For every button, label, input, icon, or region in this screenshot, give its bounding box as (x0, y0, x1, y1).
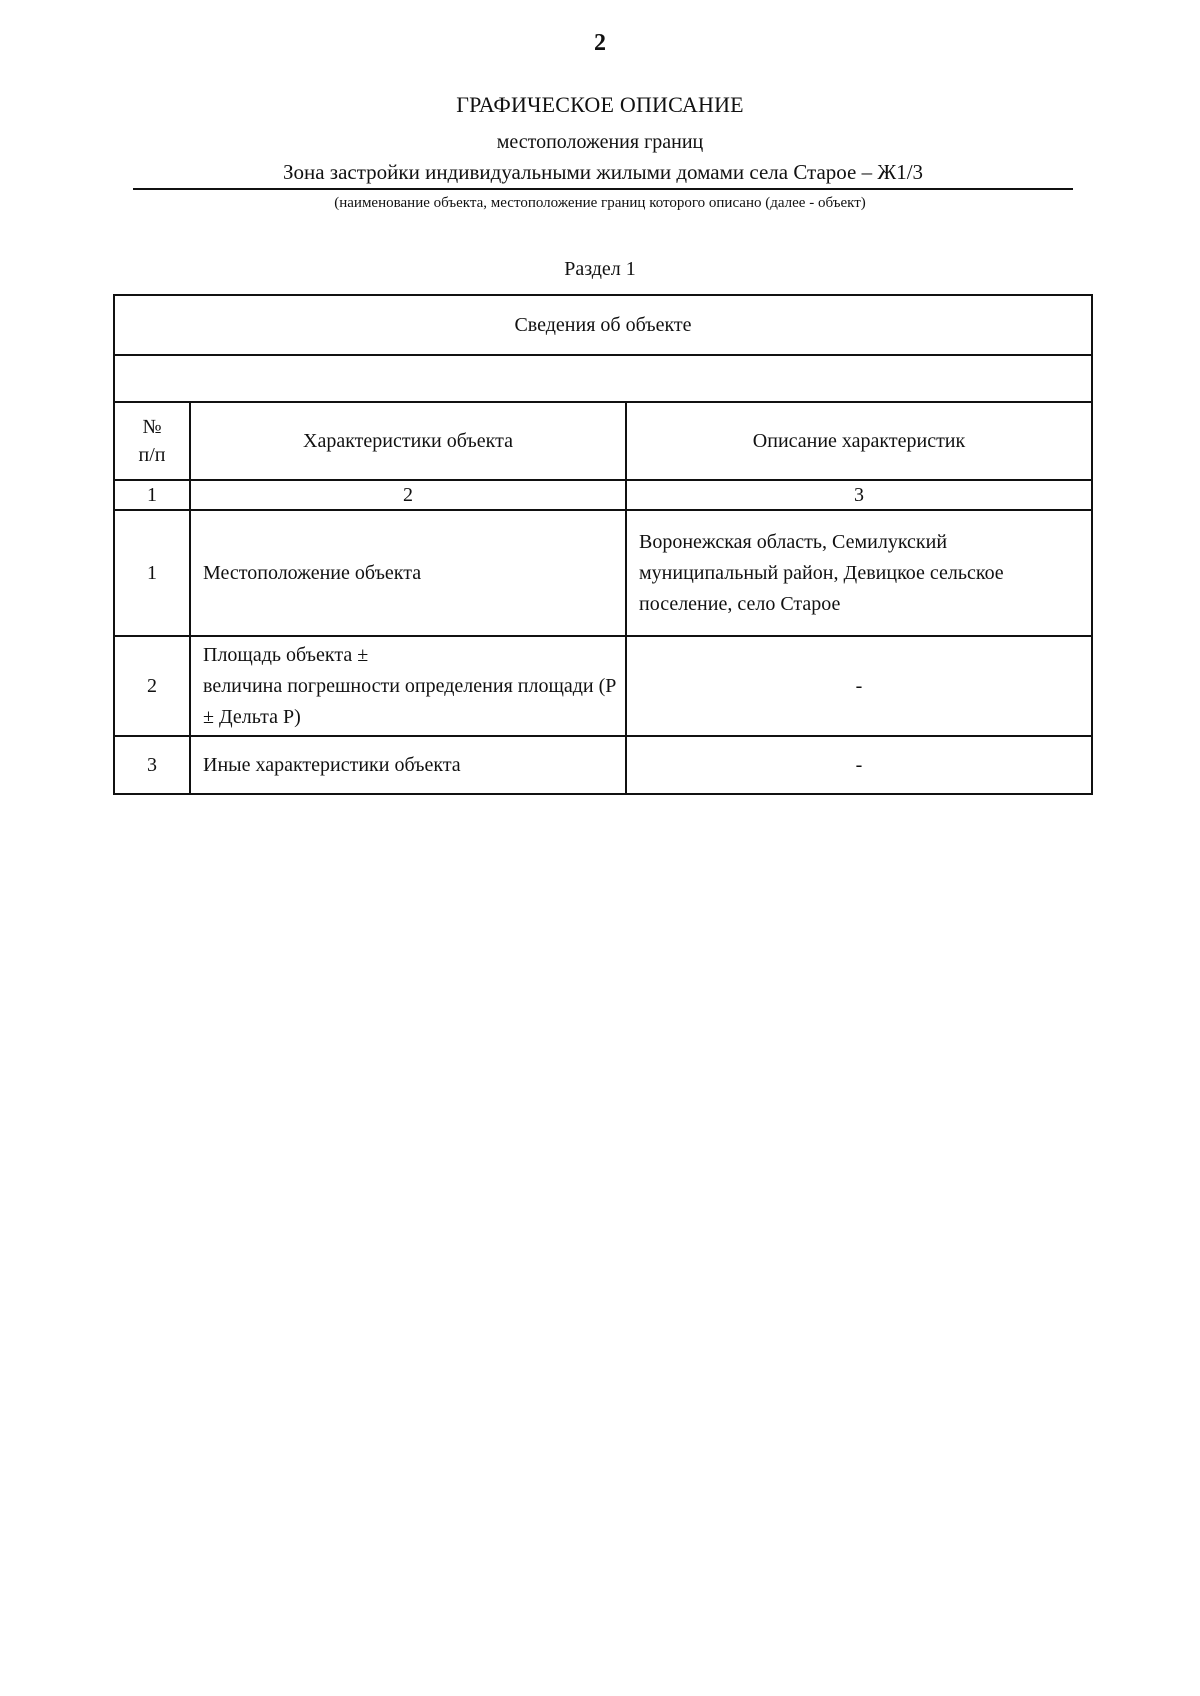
table-header-row (114, 402, 1092, 480)
column-index: 1 (114, 480, 190, 510)
table-row (114, 736, 1092, 794)
table-empty-cell (114, 355, 1092, 402)
table-title: Сведения об объекте (114, 295, 1092, 355)
row-number: 2 (114, 636, 190, 736)
row-number: 1 (114, 510, 190, 636)
column-header-characteristic: Характеристики объекта (190, 402, 626, 480)
section-label: Раздел 1 (564, 258, 636, 280)
document-title: ГРАФИЧЕСКОЕ ОПИСАНИЕ (456, 92, 744, 117)
row-characteristic-text: Площадь объекта ± величина погрешности определения площади (P ± Дельта P) (203, 643, 616, 728)
row-description: Воронежская область, Семилукский муниципальный район, Девицкое сельское поселение, село Старое (626, 510, 1092, 636)
row-description: - (626, 736, 1092, 794)
column-index: 3 (626, 480, 1092, 510)
object-name-caption: (наименование объекта, местоположение границ которого описано (далее - объект) (334, 195, 866, 211)
document-subtitle: местоположения границ (496, 131, 704, 153)
table-row (114, 510, 1092, 636)
column-index: 2 (190, 480, 626, 510)
row-description: - (626, 636, 1092, 736)
page-number: 2 (594, 30, 606, 56)
table-column-index-row (114, 480, 1092, 510)
row-characteristic: Местоположение объекта (190, 510, 626, 636)
row-characteristic (190, 636, 626, 736)
object-info-table (113, 294, 1093, 795)
table-row (114, 636, 1092, 736)
column-header-num (114, 402, 190, 480)
column-header-num-label: № п/п (138, 416, 166, 466)
row-characteristic: Иные характеристики объекта (190, 736, 626, 794)
row-number: 3 (114, 736, 190, 794)
column-header-description: Описание характеристик (626, 402, 1092, 480)
object-name: Зона застройки индивидуальными жилыми домами села Старое – Ж1/3 (133, 160, 1073, 190)
table-empty-row (114, 355, 1092, 402)
table-title-row (114, 295, 1092, 355)
